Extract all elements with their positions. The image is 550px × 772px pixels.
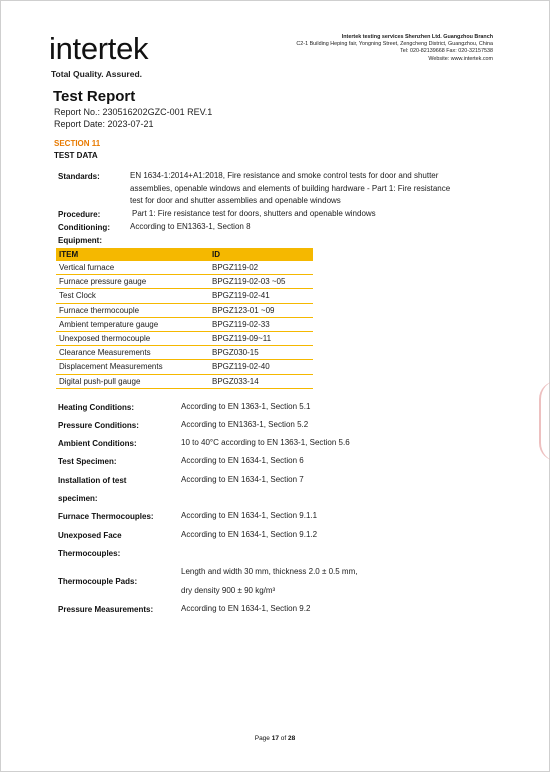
equipment-id: BPGZ119-02-41 [209,289,313,303]
standards-line: assemblies, openable windows and elements of building hardware - Part 1: Fire resistance [130,183,451,193]
pressure-conditions-value: According to EN1363-1, Section 5.2 [181,420,309,429]
table-row [56,261,313,275]
equipment-item: Unexposed thermocouple [56,331,209,345]
equipment-item: Furnace pressure gauge [56,275,209,289]
section-number: SECTION 11 [54,139,101,148]
page-title: Test Report [53,88,136,105]
heating-conditions-label: Heating Conditions: [58,403,134,412]
ambient-conditions-value: 10 to 40°C according to EN 1363-1, Section 5.6 [181,438,350,447]
conditioning-value: According to EN1363-1, Section 8 [130,222,251,231]
table-row [56,346,313,360]
pressure-measurements-value: According to EN 1634-1, Section 9.2 [181,604,311,613]
report-date: Report Date: 2023-07-21 [54,119,154,129]
equipment-item: Displacement Measurements [56,360,209,374]
thermocouple-pads-line: dry density 900 ± 90 kg/m³ [181,586,276,595]
tagline: Total Quality. Assured. [51,69,142,79]
table-row [56,331,313,345]
pressure-conditions-label: Pressure Conditions: [58,421,139,430]
heating-conditions-value: According to EN 1363-1, Section 5.1 [181,402,311,411]
page-prefix: Page [254,735,270,742]
ambient-conditions-label: Ambient Conditions: [58,439,137,448]
furnace-thermocouples-label: Furnace Thermocouples: [58,512,154,521]
unexposed-face-label: Unexposed Face [58,531,122,540]
conditioning-label: Conditioning: [58,223,110,232]
equipment-id: BPGZ033-14 [209,374,313,388]
thermocouple-pads-label: Thermocouple Pads: [58,577,138,586]
page-of: of [280,735,287,742]
equipment-id: BPGZ119-09~11 [209,331,313,345]
company-name: Intertek testing services Shenzhen Ltd. Guangzhou Branch [341,34,493,40]
page-footer [1,735,549,742]
equipment-item: Furnace thermocouple [56,303,209,317]
column-header-id: ID [209,248,313,261]
furnace-thermocouples-value: According to EN 1634-1, Section 9.1.1 [181,511,318,520]
equipment-id: BPGZ119-02-40 [209,360,313,374]
equipment-item: Test Clock [56,289,209,303]
procedure-value: Part 1: Fire resistance test for doors, shutters and openable windows [132,209,376,218]
seal-stamp-edge [539,381,550,461]
equipment-id: BPGZ119-02 [209,261,313,275]
installation-value: According to EN 1634-1, Section 7 [181,475,304,484]
company-address-block [296,34,493,63]
equipment-id: BPGZ030-15 [209,346,313,360]
equipment-item: Vertical furnace [56,261,209,275]
page-total: 28 [288,735,296,742]
equipment-item: Ambient temperature gauge [56,317,209,331]
table-row [56,374,313,388]
page-current: 17 [271,735,279,742]
installation-label: Installation of test [58,476,127,485]
test-specimen-label: Test Specimen: [58,457,117,466]
pressure-measurements-label: Pressure Measurements: [58,605,154,614]
column-header-item: ITEM [56,248,209,261]
installation-label-cont: specimen: [58,494,98,503]
equipment-id: BPGZ119-02-03 ~05 [209,275,313,289]
standards-value [130,170,450,208]
table-row [56,360,313,374]
procedure-label: Procedure: [58,210,101,219]
company-address: C2-1 Building Heping fair, Yongning Street, Zengcheng District, Guangzhou, China [296,41,493,48]
table-row [56,289,313,303]
report-number: Report No.: 230516202GZC-001 REV.1 [54,107,213,117]
table-row [56,275,313,289]
company-tel-fax: Tel: 020-82139668 Fax: 020-32157538 [400,48,493,55]
table-header-row [56,248,313,261]
test-specimen-value: According to EN 1634-1, Section 6 [181,456,304,465]
standards-line: test for door and shutter assemblies and openable windows [130,196,341,205]
intertek-logo: intertek [49,31,149,66]
equipment-id: BPGZ119-02-33 [209,317,313,331]
unexposed-face-value: According to EN 1634-1, Section 9.1.2 [181,530,318,539]
standards-label: Standards: [58,172,100,181]
table-row [56,317,313,331]
equipment-table [56,248,313,389]
equipment-id: BPGZ123-01 ~09 [209,303,313,317]
thermocouple-pads-line: Length and width 30 mm, thickness 2.0 ± 0.5 mm, [181,567,358,576]
company-website: Website: www.intertek.com [428,55,493,62]
section-name: TEST DATA [54,151,98,160]
equipment-item: Digital push-pull gauge [56,374,209,388]
equipment-label: Equipment: [58,236,102,245]
standards-line: EN 1634-1:2014+A1:2018, Fire resistance and smoke control tests for door and shutter [130,171,439,180]
table-row [56,303,313,317]
equipment-item: Clearance Measurements [56,346,209,360]
unexposed-face-label-cont: Thermocouples: [58,549,121,558]
